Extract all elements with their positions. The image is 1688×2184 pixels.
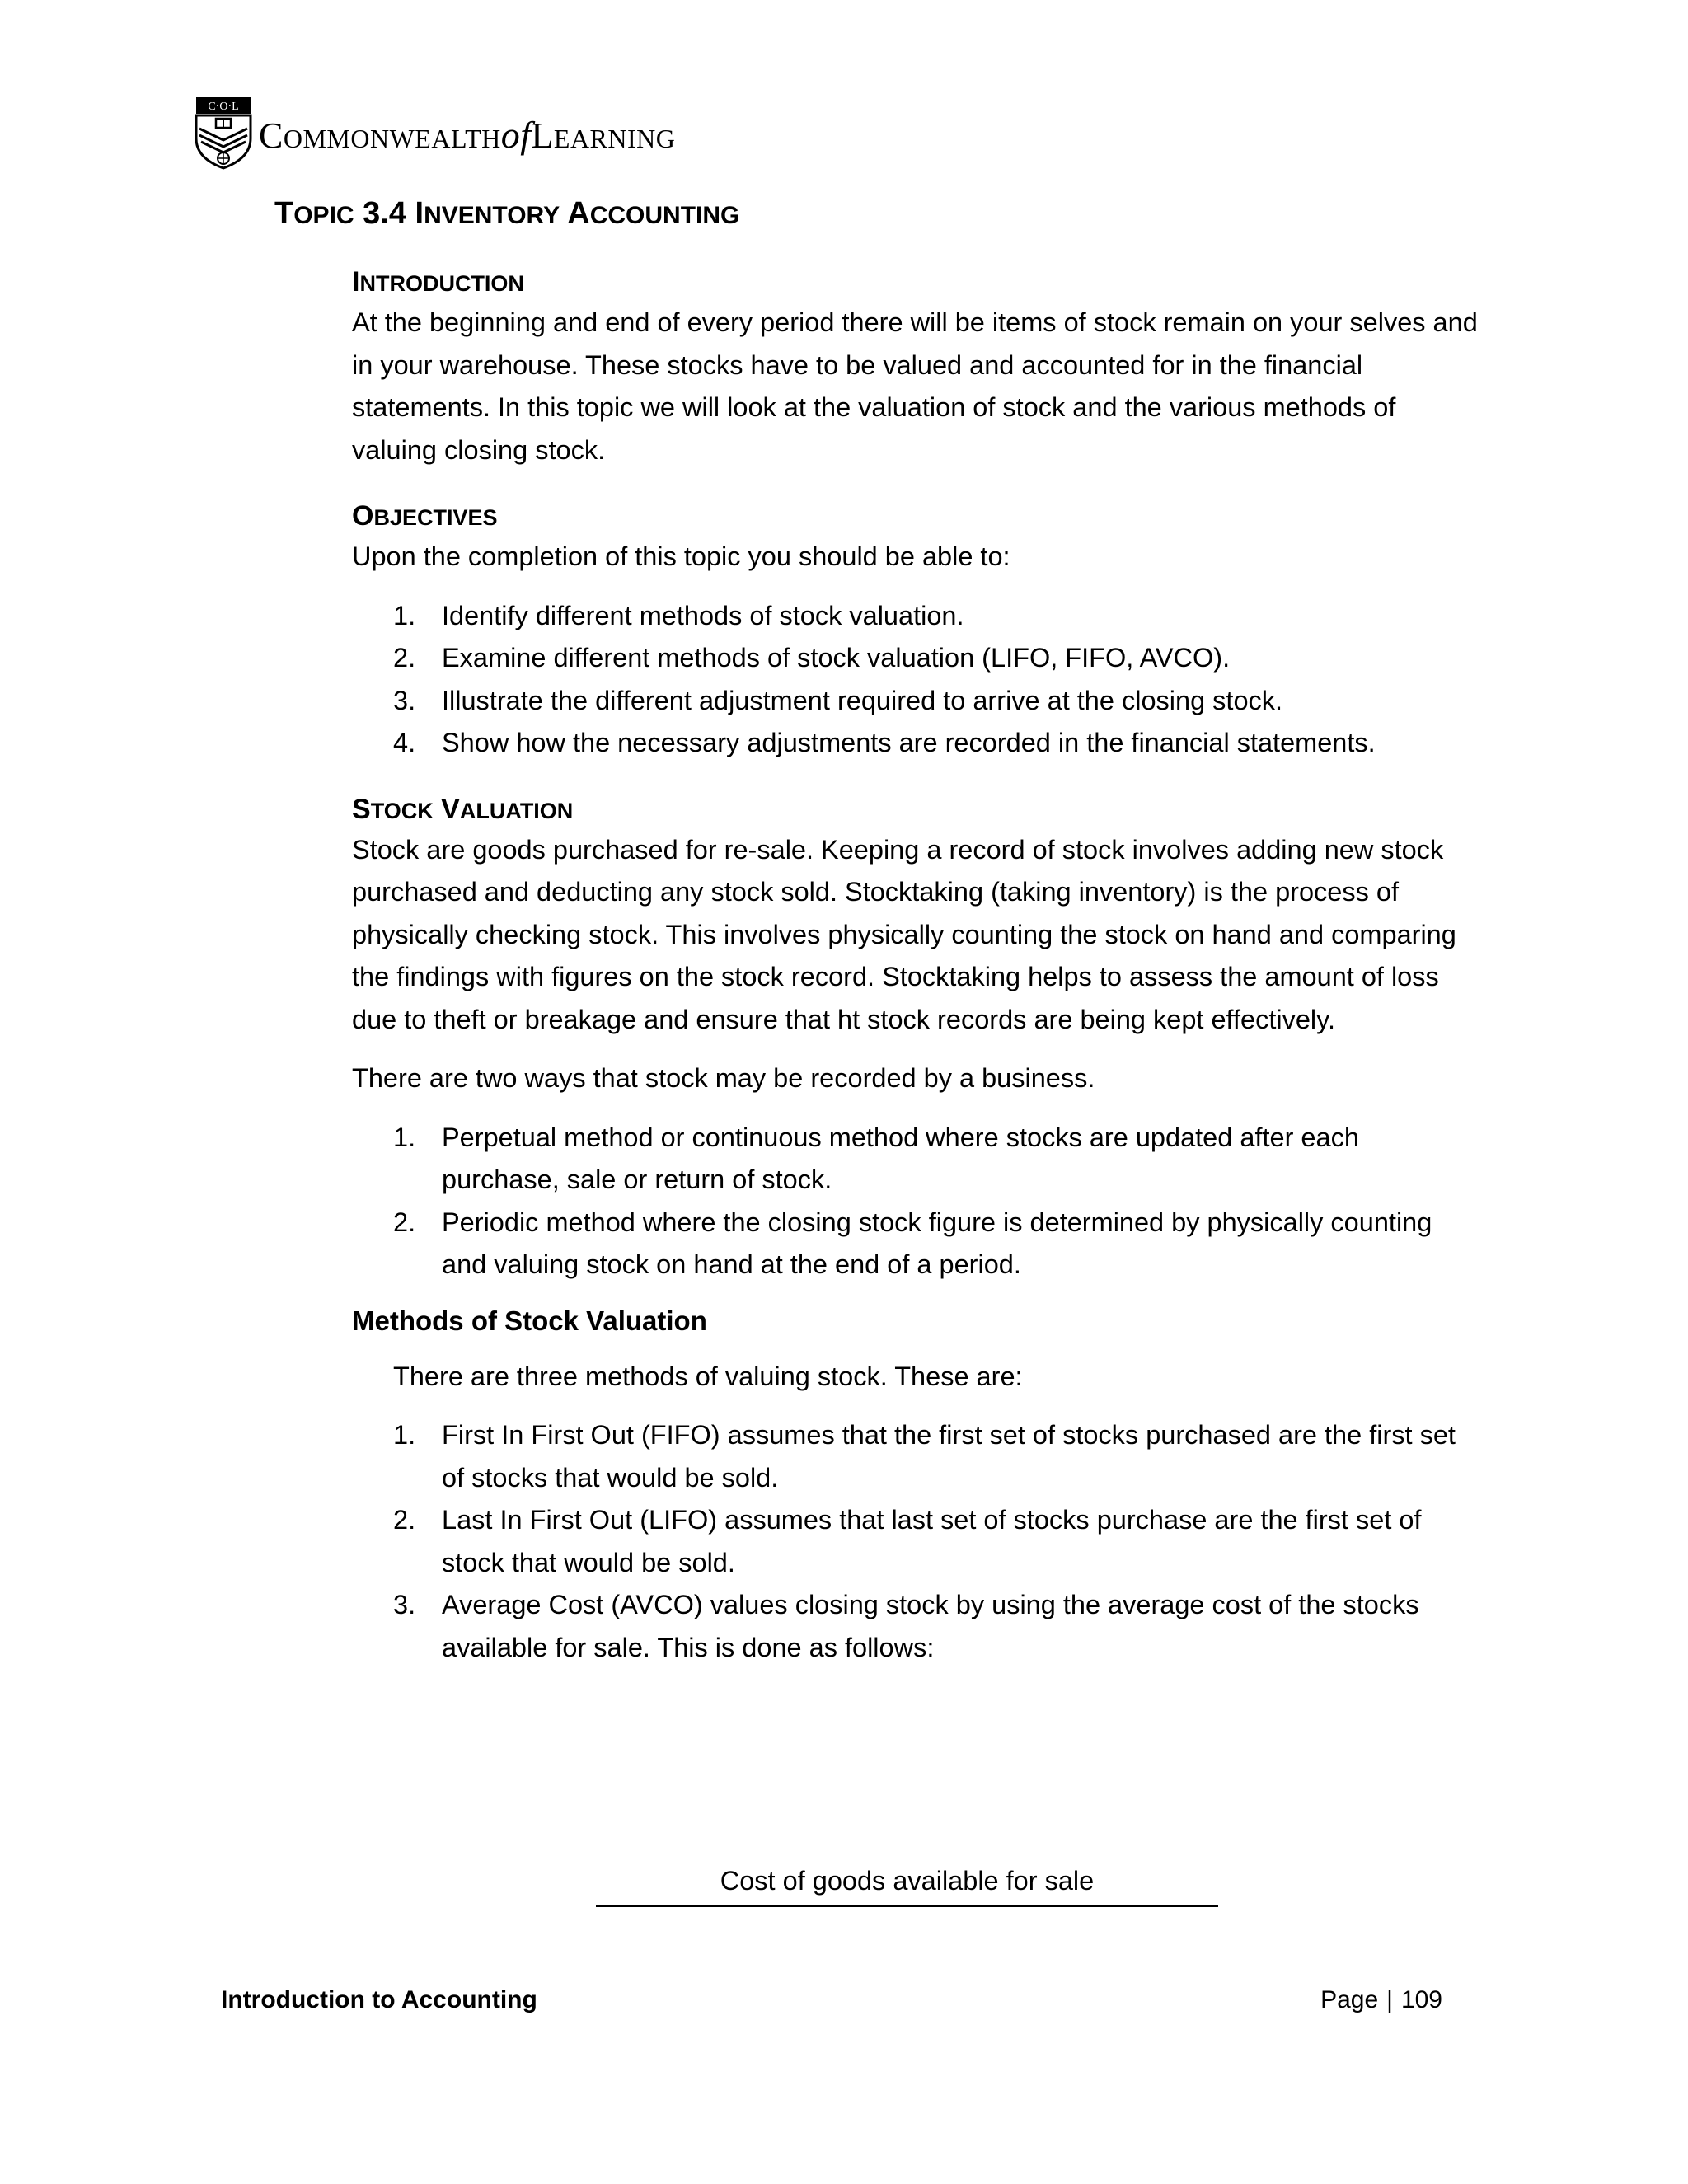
stock-valuation-heading: STOCK VALUATION xyxy=(352,793,574,825)
list-item: 4. Show how the necessary adjustments are recorded in the financial statements. xyxy=(393,728,1376,757)
objectives-list xyxy=(352,595,1481,765)
col-logo xyxy=(195,96,675,170)
methods-heading: Methods of Stock Valuation xyxy=(352,1305,707,1336)
objectives-heading: OBJECTIVES xyxy=(352,500,498,532)
list-item: 2. Examine different methods of stock valuation (LIFO, FIFO, AVCO). xyxy=(393,643,1231,673)
valuation-methods-list xyxy=(352,1414,1481,1669)
page-title: TOPIC 3.4 INVENTORY ACCOUNTING xyxy=(274,196,740,231)
list-item: 3. Average Cost (AVCO) values closing stock by using the average cost of the stocks available for sale. This is done as follows: xyxy=(393,1590,1419,1662)
fraction-line xyxy=(596,1905,1218,1907)
list-item: 1. Perpetual method or continuous method where stocks are updated after each purchase, sale or return of stock. xyxy=(393,1122,1359,1194)
col-crest-icon xyxy=(195,96,252,170)
introduction-text: At the beginning and end of every period there will be items of stock remain on your selves and in your warehouse. These stocks have to be valued and accounted for in the financial statements. In this topic we will look at the valuation of stock and the various methods of valuing closing stock. xyxy=(352,307,1478,465)
formula-numerator: Cost of goods available for sale xyxy=(720,1866,1095,1896)
list-item: 2. Periodic method where the closing stock figure is determined by physically counting and valuing stock on hand at the end of a period. xyxy=(393,1207,1432,1279)
list-item: 1. First In First Out (FIFO) assumes that the first set of stocks purchased are the first set of stocks that would be sold. xyxy=(393,1420,1456,1493)
avco-formula xyxy=(596,1863,1218,1907)
page-number: Page | 109 xyxy=(1320,1986,1442,2013)
list-item: 1. Identify different methods of stock valuation. xyxy=(393,600,964,630)
logo-wordmark: COMMONWEALTHofLEARNING xyxy=(259,114,676,156)
main-content xyxy=(352,264,1481,1669)
recording-methods-list xyxy=(352,1117,1481,1286)
introduction-heading: INTRODUCTION xyxy=(352,266,524,298)
crest-letters: C·O·L xyxy=(208,101,239,113)
objectives-lead: Upon the completion of this topic you should be able to: xyxy=(352,541,1010,571)
stock-recording-lead: There are two ways that stock may be recorded by a business. xyxy=(352,1063,1095,1093)
stock-valuation-text: Stock are goods purchased for re-sale. Keeping a record of stock involves adding new stock purchased and deducting any stock sold. Stocktaking (taking inventory) is the process of physically checking stock. This involves physically counting the stock on hand and comparing the findings with figures on the stock record. Stocktaking helps to assess the amount of loss due to theft or breakage and ensure that ht stock records are being kept effectively. xyxy=(352,834,1456,1034)
list-item: 3. Illustrate the different adjustment required to arrive at the closing stock. xyxy=(393,685,1283,715)
methods-lead: There are three methods of valuing stock. These are: xyxy=(393,1361,1023,1391)
list-item: 2. Last In First Out (LIFO) assumes that last set of stocks purchase are the first set of stock that would be sold. xyxy=(393,1505,1422,1577)
footer-course-title: Introduction to Accounting xyxy=(221,1986,537,2013)
